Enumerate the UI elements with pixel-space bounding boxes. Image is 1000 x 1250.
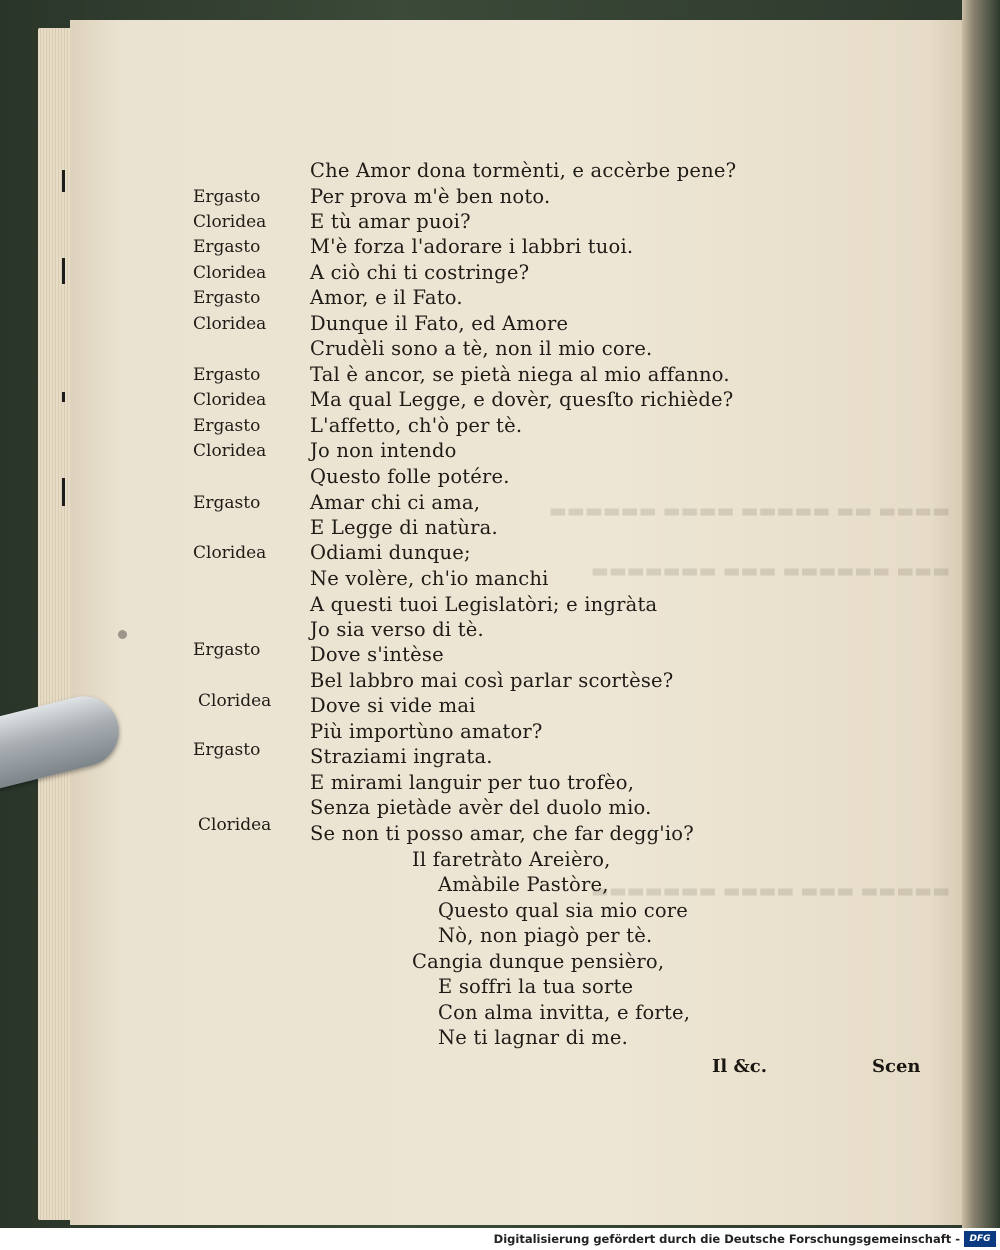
- speaker-label: Ergasto: [193, 416, 261, 436]
- verse-line: Per prova m'è ben noto.: [310, 185, 551, 208]
- aria-line: Ne ti lagnar di me.: [438, 1026, 629, 1049]
- aria-line: E soffri la tua sorte: [438, 975, 634, 998]
- verse-line: Dove si vide mai: [310, 694, 476, 717]
- verse-line: Bel labbro mai così parlar scortèse?: [310, 669, 674, 692]
- speaker-label: Cloridea: [193, 212, 267, 232]
- verse-line: Più importùno amator?: [310, 720, 543, 743]
- verse-line: Ma qual Legge, e dovèr, quesſto richiède?: [310, 388, 734, 411]
- verse-line: Se non ti posso amar, che far degg'io?: [310, 822, 694, 845]
- bleed-through-shadow: ▬▬▬▬ ▬▬ ▬▬▬▬▬ ▬▬▬▬ ▬▬▬▬▬▬: [548, 500, 950, 522]
- verse-line: Jo sia verso di tè.: [310, 618, 484, 641]
- speaker-label: Ergasto: [193, 237, 261, 257]
- verse-line: A questi tuoi Legislatòri; e ingràta: [310, 593, 658, 616]
- verse-line: Ne volère, ch'io manchi: [310, 567, 549, 590]
- speaker-label: Cloridea: [193, 543, 267, 563]
- funding-credit: Digitalisierung gefördert durch die Deutsche Forschungsgemeinschaft -: [493, 1232, 960, 1246]
- speaker-label: Ergasto: [193, 640, 261, 660]
- speaker-label: Cloridea: [198, 691, 272, 711]
- aria-line: Questo qual sia mio core: [438, 899, 689, 922]
- bleed-through-shadow: ▬▬▬▬▬ ▬▬▬ ▬▬▬▬ ▬▬▬▬▬▬▬: [590, 880, 950, 902]
- bleed-through-shadow: ▬▬▬ ▬▬▬▬▬▬ ▬▬▬ ▬▬▬▬▬▬▬: [590, 560, 950, 582]
- aria-line: Cangia dunque pensièro,: [412, 950, 665, 973]
- verse-line: A ciò chi ti costringe?: [310, 261, 530, 284]
- verse-line: Jo non intendo: [310, 439, 457, 462]
- speaker-label: Cloridea: [198, 815, 272, 835]
- verse-line: L'affetto, ch'ò per tè.: [310, 414, 523, 437]
- aria-line: Il faretràto Areièro,: [412, 848, 611, 871]
- speaker-label: Cloridea: [193, 390, 267, 410]
- speaker-label: Ergasto: [193, 288, 261, 308]
- speaker-label: Ergasto: [193, 187, 261, 207]
- speaker-label: Ergasto: [193, 740, 261, 760]
- verse-line: M'è forza l'adorare i labbri tuoi.: [310, 235, 634, 258]
- verse-line: Amor, e il Fato.: [310, 286, 463, 309]
- speaker-label: Cloridea: [193, 314, 267, 334]
- verse-line: Senza pietàde avèr del duolo mio.: [310, 796, 652, 819]
- speaker-label: Ergasto: [193, 365, 261, 385]
- aria-line: Con alma invitta, e forte,: [438, 1001, 691, 1024]
- verse-line: E mirami languir per tuo trofèo,: [310, 771, 635, 794]
- verse-line: Dunque il Fato, ed Amore: [310, 312, 569, 335]
- verse-line: Questo folle potére.: [310, 465, 510, 488]
- verse-line: Dove s'intèse: [310, 643, 444, 666]
- speaker-label: Cloridea: [193, 263, 267, 283]
- catchword-left: Il &c.: [712, 1056, 768, 1077]
- speaker-label: Cloridea: [193, 441, 267, 461]
- verse-line: Crudèli sono a tè, non il mio core.: [310, 337, 653, 360]
- verse-line: Che Amor dona tormènti, e accèrbe pene?: [310, 159, 737, 182]
- verse-line: Odiami dunque;: [310, 541, 471, 564]
- verse-line: Tal è ancor, se pietà niega al mio affanno.: [310, 363, 730, 386]
- catchword-right: Scen: [872, 1056, 921, 1077]
- aria-line: Nò, non piagò per tè.: [438, 924, 653, 947]
- verse-line: E Legge di natùra.: [310, 516, 498, 539]
- speaker-label: Ergasto: [193, 493, 261, 513]
- aria-line: Amàbile Pastòre,: [438, 873, 609, 896]
- verse-line: Straziami ingrata.: [310, 745, 493, 768]
- dfg-logo: DFG: [964, 1231, 996, 1247]
- verse-line: E tù amar puoi?: [310, 210, 471, 233]
- verse-line: Amar chi ci ama,: [310, 491, 481, 514]
